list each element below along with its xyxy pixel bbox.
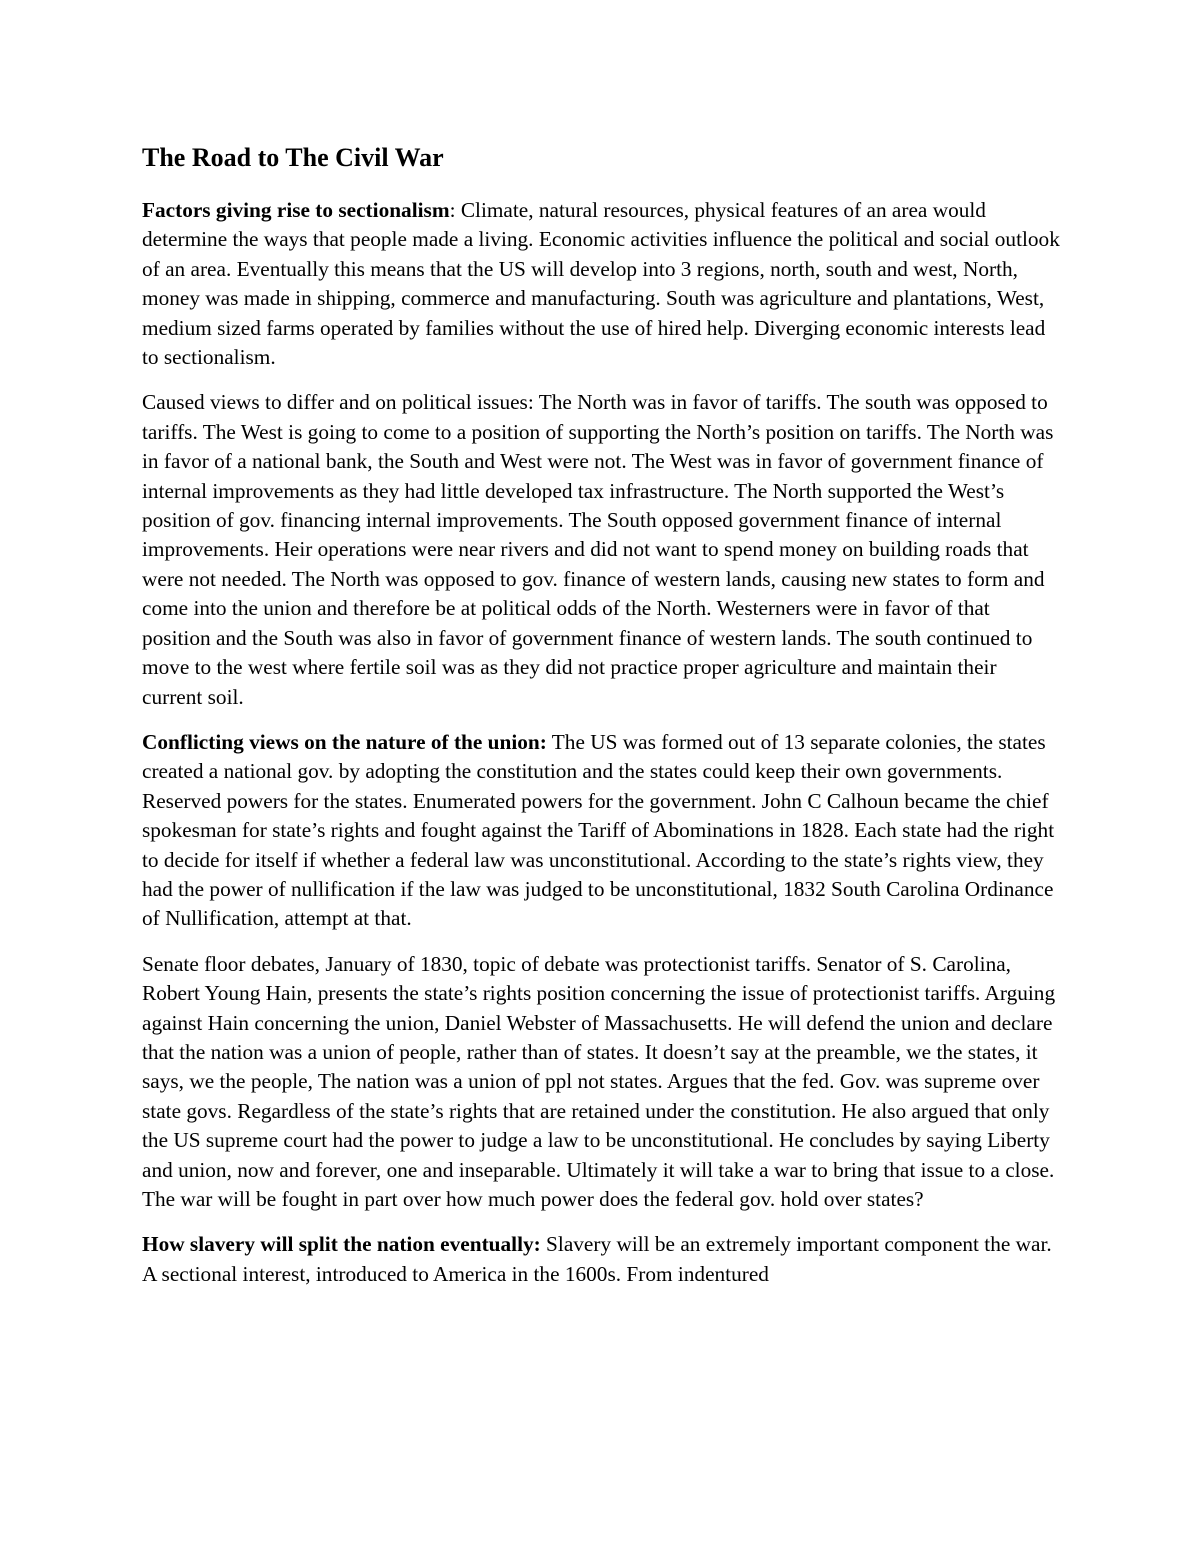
paragraph-text: The US was formed out of 13 separate colonies, the states created a national gov. by adopting the constitution and the states could keep their own governments. Reserved powers for the states. Enumerated powers for the government. John C Calhoun became the chief spokesman for state’s rights and fought against the Tariff of Abominations in 1828. Each state had the right to decide for itself if whether a federal law was unconstitutional. According to the state’s rights view, they had the power of nullification if the law was judged to be unconstitutional, 1832 South Carolina Ordinance of Nullification, attempt at that. bbox=[142, 729, 1055, 931]
paragraph-heading: Factors giving rise to sectionalism bbox=[142, 198, 450, 222]
paragraph-political-issues bbox=[142, 388, 1062, 711]
paragraph-text: Caused views to differ and on political issues: The North was in favor of tariffs. The south was opposed to tariffs. The West is going to come to a position of supporting the North’s position on tariffs. The North was in favor of a national bank, the South and West were not. The West was in favor of government finance of internal improvements as they had little developed tax infrastructure. The North supported the West’s position of gov. financing internal improvements. The South opposed government finance of internal improvements. Heir operations were near rivers and did not want to spend money on building roads that were not needed. The North was opposed to gov. finance of western lands, causing new states to form and come into the union and therefore be at political odds of the North. Westerners were in favor of that position and the South was also in favor of government finance of western lands. The south continued to move to the west where fertile soil was as they did not practice proper agriculture and maintain their current soil. bbox=[142, 390, 1054, 709]
paragraph-text: Senate floor debates, January of 1830, topic of debate was protectionist tariffs. Senator of S. Carolina, Robert Young Hain, presents the state’s rights position concerning the issue of protectionist tariffs. Arguing against Hain concerning the union, Daniel Webster of Massachusetts. He will defend the union and declare that the nation was a union of people, rather than of states. It doesn’t say at the preamble, we the states, it says, we the people, The nation was a union of ppl not states. Argues that the fed. Gov. was supreme over state govs. Regardless of the state’s rights that are retained under the constitution. He also argued that only the US supreme court had the power to judge a law to be unconstitutional. He concludes by saying Liberty and union, now and forever, one and inseparable. Ultimately it will take a war to bring that issue to a close. The war will be fought in part over how much power does the federal gov. hold over states? bbox=[142, 951, 1056, 1211]
paragraph-slavery bbox=[142, 1230, 1062, 1289]
document-title: The Road to The Civil War bbox=[142, 143, 444, 172]
paragraph-heading: Conflicting views on the nature of the union: bbox=[142, 729, 547, 754]
paragraph-nature-of-union bbox=[142, 728, 1062, 934]
paragraph-heading-suffix: : bbox=[449, 198, 456, 222]
paragraph-sectionalism bbox=[142, 196, 1062, 372]
paragraph-text: Slavery will be an extremely important component the war. A sectional interest, introduced to America in the 1600s. From indentured bbox=[142, 1232, 1052, 1286]
paragraph-senate-debates bbox=[142, 950, 1062, 1215]
document-body bbox=[142, 142, 1062, 1305]
paragraph-heading: How slavery will split the nation eventually: bbox=[142, 1232, 541, 1257]
paragraph-text: Climate, natural resources, physical features of an area would determine the ways that people made a living. Economic activities influence the political and social outlook of an area. Eventually this means that the US will develop into 3 regions, north, south and west, North, money was made in shipping, commerce and manufacturing. South was agriculture and plantations, West, medium sized farms operated by families without the use of hired help. Diverging economic interests lead to sectionalism. bbox=[142, 198, 1060, 370]
